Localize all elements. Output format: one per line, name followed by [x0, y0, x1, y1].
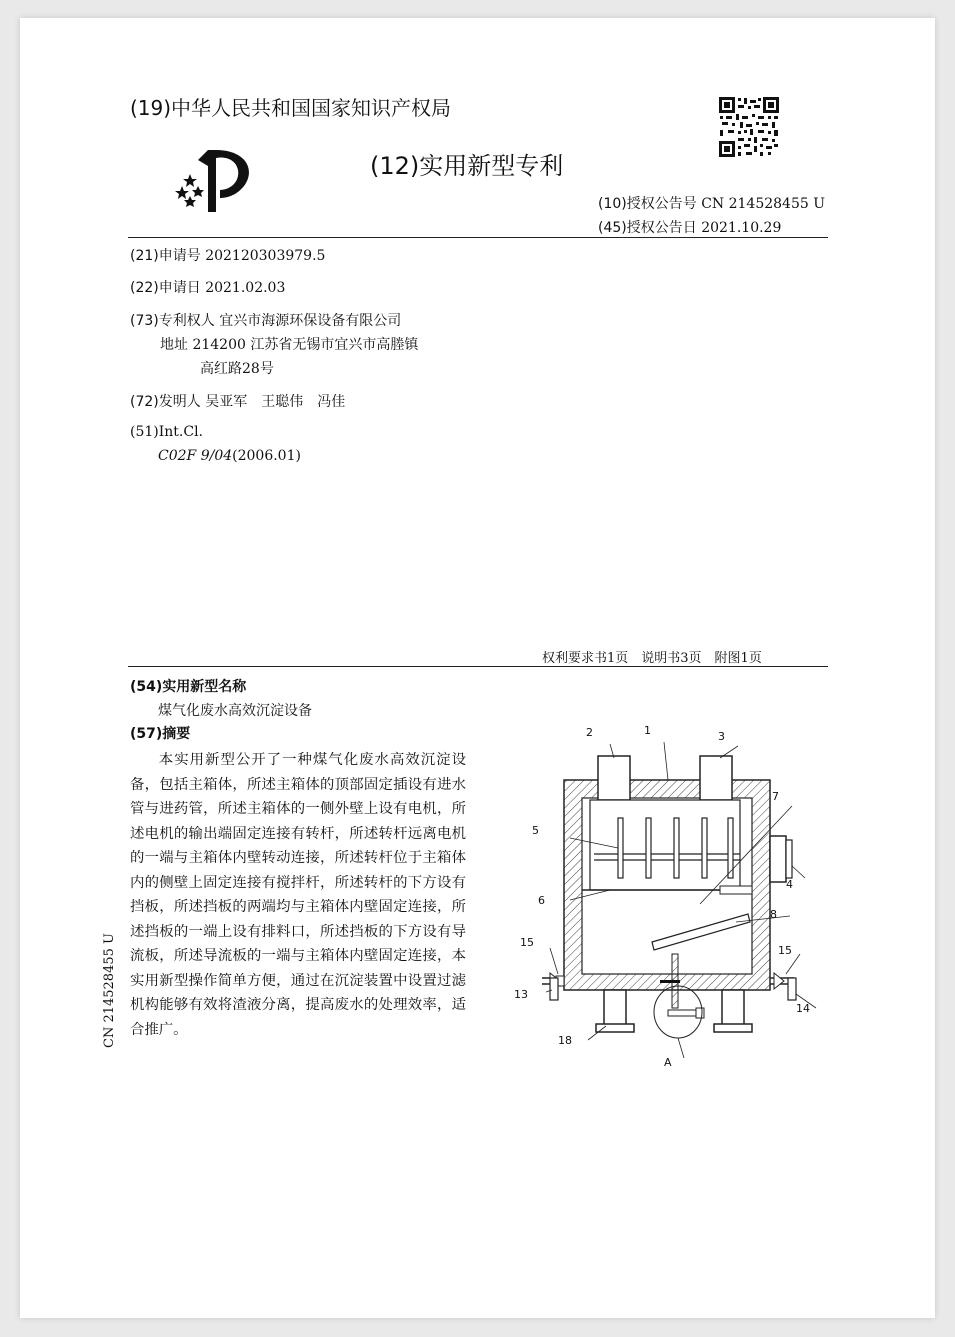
app-date-label: (22)申请日 — [130, 280, 201, 296]
fig-label-6: 6 — [538, 894, 545, 907]
fig-label-4: 4 — [786, 878, 793, 891]
inventor-row — [130, 391, 345, 411]
app-no-label: (21)申请号 — [130, 248, 201, 264]
app-no-row — [130, 245, 325, 265]
fig-label-1: 1 — [644, 724, 651, 737]
fig-label-18: 18 — [558, 1034, 572, 1047]
section-divider — [128, 666, 828, 667]
patentee-label: (73)专利权人 — [130, 313, 215, 329]
patentee: 宜兴市海源环保设备有限公司 — [219, 313, 402, 329]
address-label: 地址 — [160, 337, 188, 353]
utility-model-title: 煤气化废水高效沉淀设备 — [158, 703, 312, 719]
fig-label-5: 5 — [532, 824, 539, 837]
qr-code-icon — [718, 96, 780, 158]
fig-label-3: 3 — [718, 730, 725, 743]
app-date: 2021.02.03 — [205, 280, 286, 296]
app-date-row — [130, 277, 285, 297]
patent-page — [20, 18, 935, 1318]
fig-label-15-left: 15 — [520, 936, 534, 949]
title-label: (54)实用新型名称 — [130, 679, 247, 695]
pub-date: 2021.10.29 — [701, 220, 782, 236]
pub-no-row — [598, 193, 825, 213]
fig-label-7: 7 — [772, 790, 779, 803]
app-no: 202120303979.5 — [205, 248, 326, 264]
pub-date-label: (45)授权公告日 — [598, 220, 697, 236]
cnipa-logo-icon — [168, 146, 258, 214]
ipc-version: (2006.01) — [232, 448, 301, 464]
fig-label-14: 14 — [796, 1002, 810, 1015]
side-publication-number: CN 214528455 U — [102, 933, 117, 1048]
pub-no: CN 214528455 U — [701, 196, 826, 212]
office-name: (19)中华人民共和国国家知识产权局 — [130, 96, 452, 120]
fig-label-2: 2 — [586, 726, 593, 739]
pub-date-row — [598, 217, 781, 237]
inventor-label: (72)发明人 — [130, 394, 201, 410]
ipc-label: (51)Int.Cl. — [130, 424, 204, 440]
address-line1: 214200 江苏省无锡市宜兴市高塍镇 — [192, 337, 419, 353]
ipc-row — [158, 448, 301, 464]
header-divider — [128, 237, 828, 238]
pages-info: 权利要求书1页 说明书3页 附图1页 — [542, 651, 762, 666]
address-line2: 高红路28号 — [200, 361, 274, 377]
abstract-text: 本实用新型公开了一种煤气化废水高效沉淀设备，包括主箱体，所述主箱体的顶部固定插设有进水管与进药管，所述主箱体的一侧外壁上设有电机，所述电机的输出端固定连接有转杆，所述转杆远离电机的一端与主箱体内壁转动连接，所述转杆位于主箱体内的侧壁上固定连接有搅拌杆，所述转杆的下方设有挡板，所述挡板的两端均与主箱体内壁固定连接，所述挡板的一端上设有排料口，所述挡板的下方设有导流板，所述导流板的一端与主箱体内壁固定连接，本实用新型操作简单方便，通过在沉淀装置中设置过滤机构能够有效将渣液分离，提高废水的处理效率，适合推广。 — [130, 752, 466, 1038]
pub-no-label: (10)授权公告号 — [598, 196, 697, 212]
address-row — [160, 334, 418, 354]
fig-label-8: 8 — [770, 908, 777, 921]
ipc-code: C02F 9/04 — [158, 448, 233, 464]
device-drawing — [510, 718, 830, 1058]
patent-type: (12)实用新型专利 — [370, 152, 564, 180]
patentee-row — [130, 310, 401, 330]
fig-label-A: A — [664, 1056, 672, 1069]
abstract-label: (57)摘要 — [130, 726, 191, 742]
fig-label-15-right: 15 — [778, 944, 792, 957]
fig-label-13: 13 — [514, 988, 528, 1001]
inventors: 吴亚军 王聪伟 冯佳 — [205, 394, 346, 410]
